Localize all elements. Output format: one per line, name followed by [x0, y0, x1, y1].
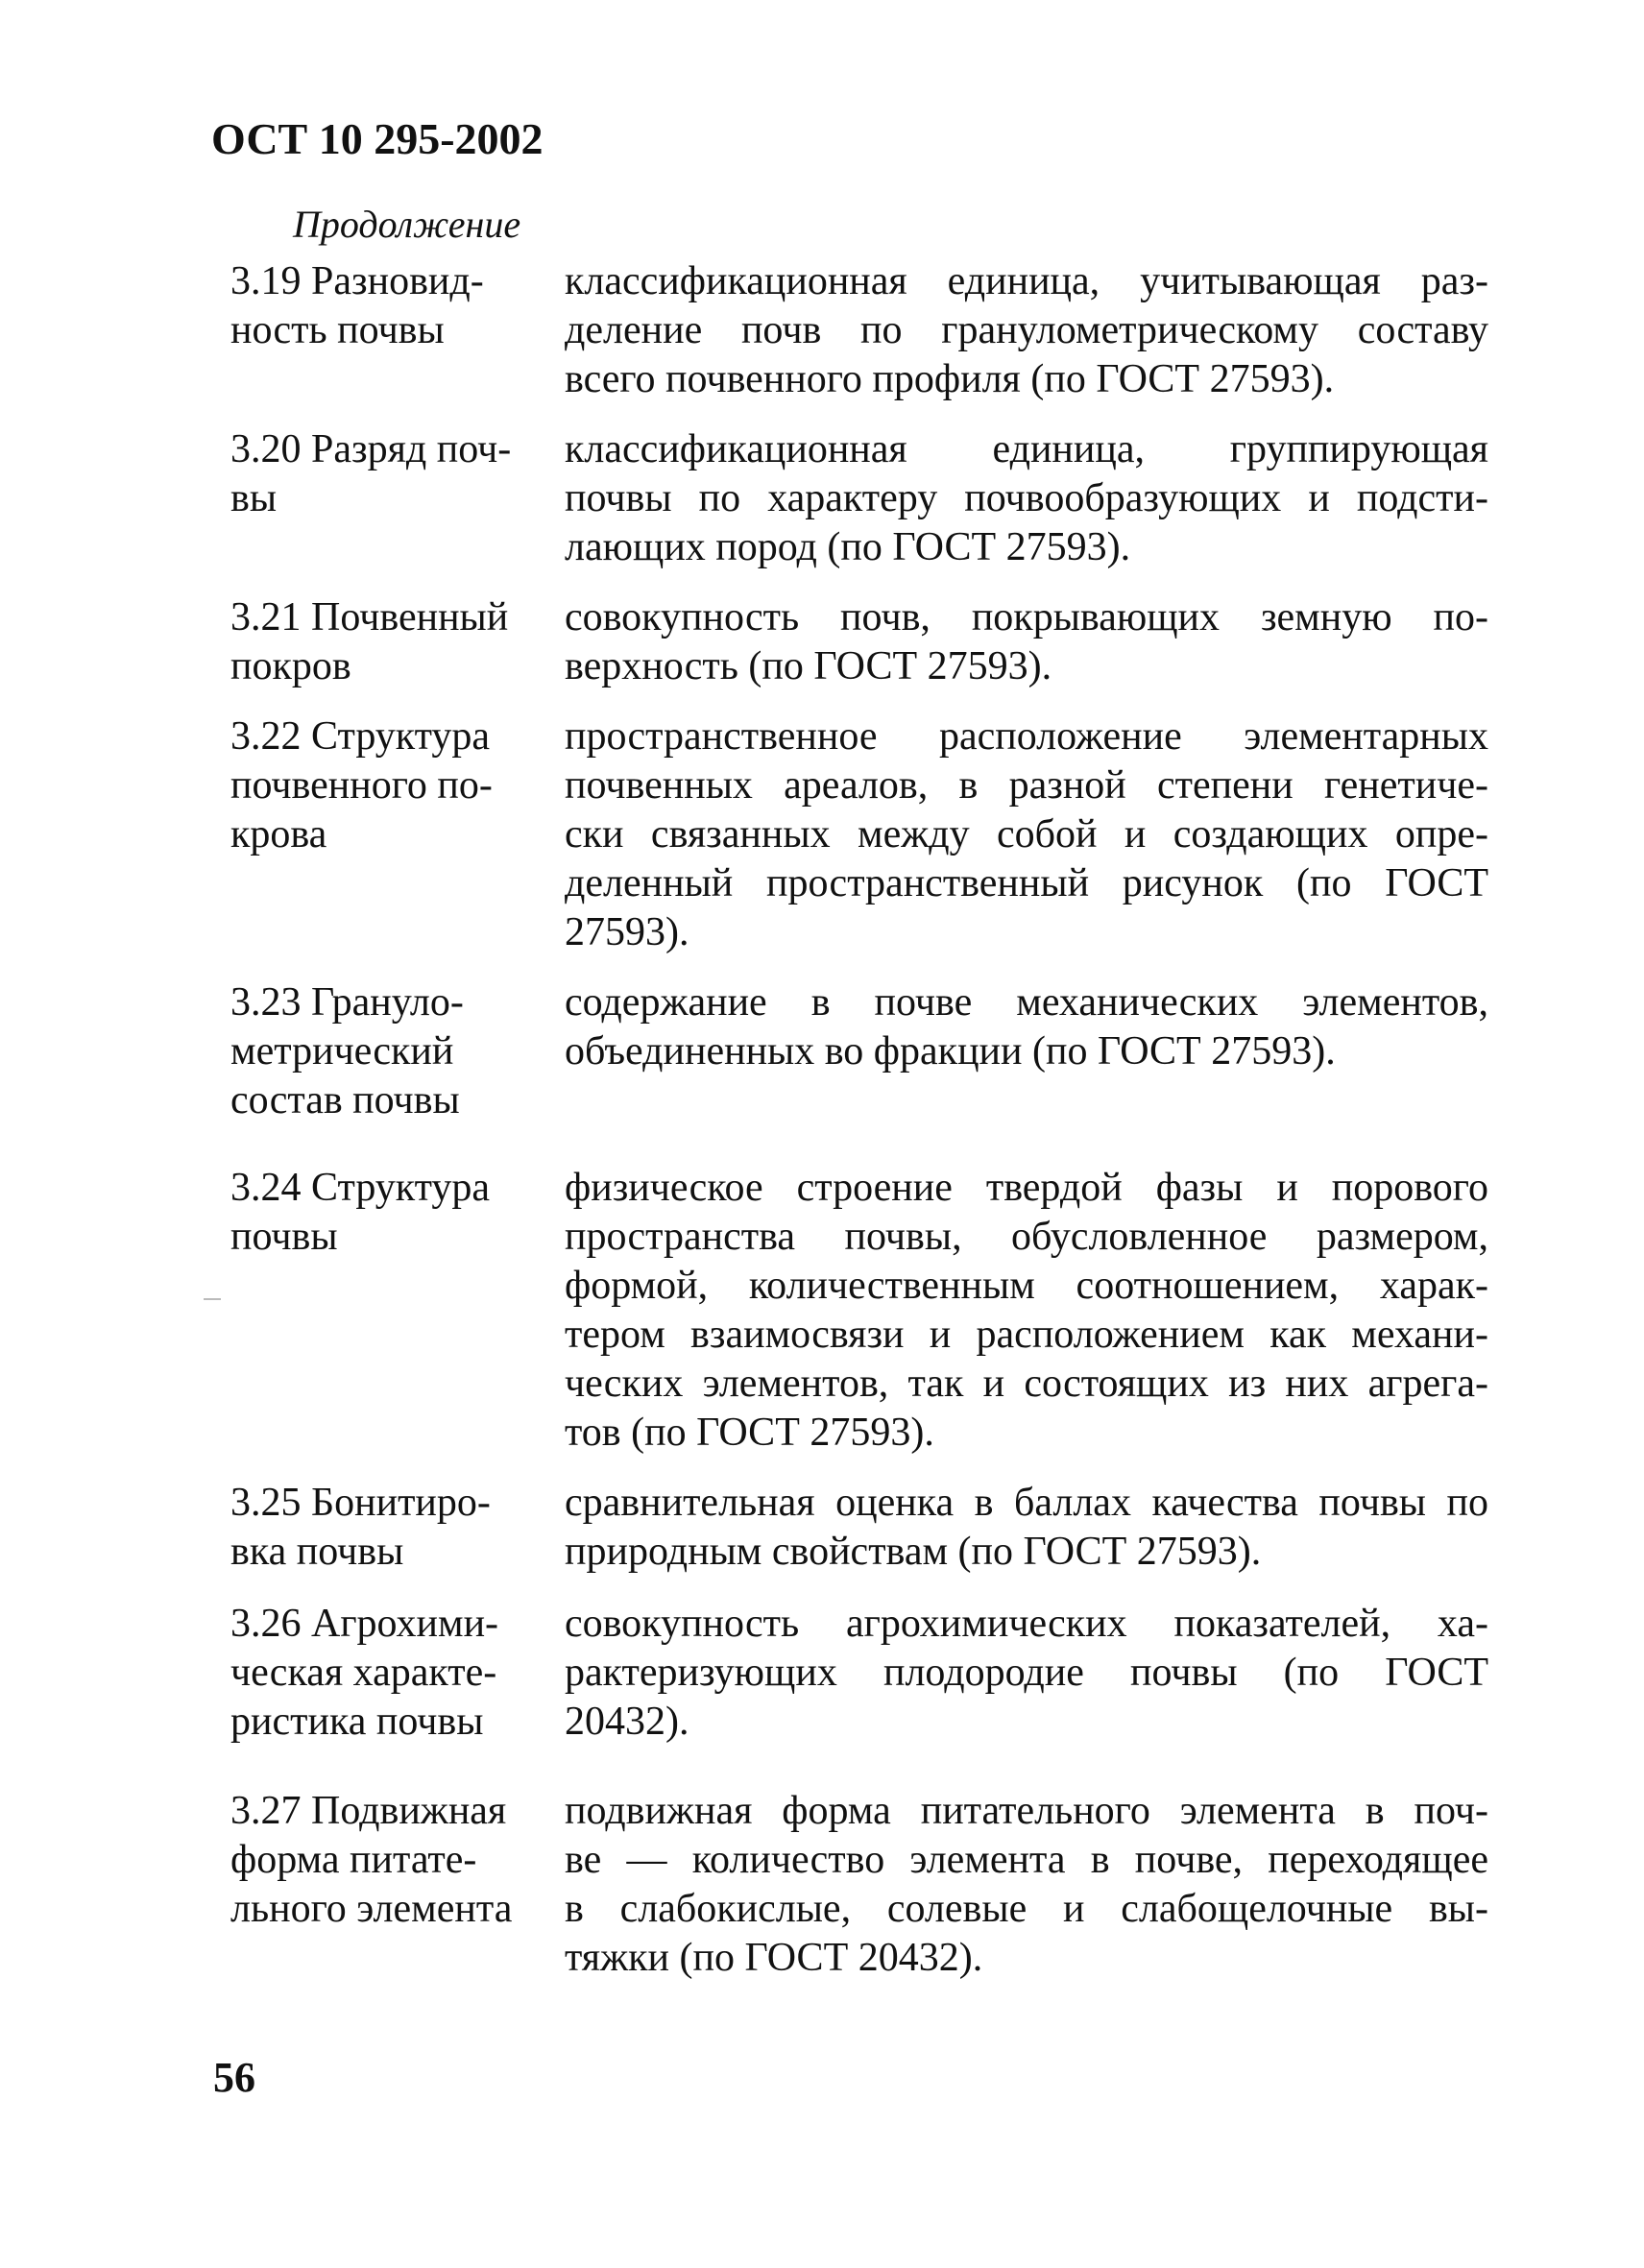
term-name — [230, 1600, 565, 1747]
term-entry — [230, 712, 1488, 957]
term-definition-line: содержание в почве механических элементов, — [565, 980, 1488, 1025]
term-name-line: 3.27 Подвижная — [230, 1789, 507, 1833]
term-name — [230, 1479, 565, 1577]
term-entry — [230, 425, 1488, 572]
term-name-line: ристика почвы — [230, 1700, 484, 1744]
term-definition-line: классификационная единица, группирующая — [565, 427, 1488, 471]
term-definition-line: совокупность агрохимических показателей, ха- — [565, 1602, 1488, 1646]
term-definition-line: 27593). — [565, 910, 689, 954]
term-name — [230, 425, 565, 523]
term-definition-line: пространства почвы, обусловленное размером, — [565, 1215, 1488, 1259]
term-definition-line: тером взаимосвязи и расположением как механи- — [565, 1313, 1488, 1357]
term-entry — [230, 1164, 1488, 1458]
term-name-line: ность почвы — [230, 308, 445, 352]
term-definition-line: верхность (по ГОСТ 27593). — [565, 644, 1052, 688]
term-definition — [565, 978, 1488, 1076]
term-definition-line: формой, количественным соотношением, харак- — [565, 1264, 1488, 1308]
term-definition-line: подвижная форма питательного элемента в поч- — [565, 1789, 1488, 1833]
term-definition-line: пространственное расположение элементарных — [565, 714, 1488, 759]
term-definition-line: классификационная единица, учитывающая раз- — [565, 259, 1488, 303]
term-name — [230, 593, 565, 691]
term-definition-line: деленный пространственный рисунок (по ГОСТ — [565, 861, 1488, 905]
term-entry — [230, 1600, 1488, 1747]
term-name-line: 3.19 Разновид- — [230, 259, 484, 303]
term-definition-line: тяжки (по ГОСТ 20432). — [565, 1936, 983, 1980]
term-definition-line: всего почвенного профиля (по ГОСТ 27593). — [565, 357, 1335, 401]
term-definition — [565, 1479, 1488, 1577]
term-name-line: 3.23 Грануло- — [230, 980, 464, 1025]
term-definition — [565, 593, 1488, 691]
term-definition-line: деление почв по гранулометрическому составу — [565, 308, 1488, 352]
term-name-line: покров — [230, 644, 351, 688]
term-name-line: метрический — [230, 1029, 454, 1074]
term-entry — [230, 593, 1488, 691]
term-entry — [230, 1479, 1488, 1577]
term-definition-line: тов (по ГОСТ 27593). — [565, 1411, 934, 1455]
term-name — [230, 1164, 565, 1262]
term-definition-line: объединенных во фракции (по ГОСТ 27593). — [565, 1029, 1336, 1074]
term-entry — [230, 257, 1488, 404]
term-definition — [565, 257, 1488, 404]
page-number: 56 — [213, 2054, 255, 2101]
term-definition — [565, 1164, 1488, 1458]
term-name-line: 3.24 Структура — [230, 1166, 491, 1210]
term-name-line: 3.22 Структура — [230, 714, 491, 759]
term-name-line: 3.20 Разряд поч- — [230, 427, 512, 471]
term-name-line: крова — [230, 812, 327, 857]
term-name-line: 3.21 Почвенный — [230, 595, 509, 639]
term-name — [230, 257, 565, 355]
term-definition-line: ческих элементов, так и состоящих из них агрега- — [565, 1362, 1488, 1406]
term-name-line: форма питате- — [230, 1838, 477, 1882]
term-name — [230, 978, 565, 1125]
term-definition-line: 20432). — [565, 1700, 689, 1744]
document-code: ОСТ 10 295-2002 — [211, 114, 544, 163]
term-definition-line: в слабокислые, солевые и слабощелочные вы- — [565, 1887, 1488, 1931]
term-definition-line: рактеризующих плодородие почвы (по ГОСТ — [565, 1651, 1488, 1695]
term-definition — [565, 425, 1488, 572]
term-definition — [565, 1600, 1488, 1747]
term-name-line: ческая характе- — [230, 1651, 497, 1695]
term-definition-line: физическое строение твердой фазы и порового — [565, 1166, 1488, 1210]
term-definition-line: совокупность почв, покрывающих земную по- — [565, 595, 1488, 639]
term-entry — [230, 978, 1488, 1125]
term-definition-line: ве — количество элемента в почве, переходящее — [565, 1838, 1488, 1882]
term-definition-line: ски связанных между собой и создающих опре- — [565, 812, 1488, 857]
term-name-line: льного элемента — [230, 1887, 513, 1931]
term-definition — [565, 1787, 1488, 1983]
term-definition-line: лающих пород (по ГОСТ 27593). — [565, 525, 1131, 569]
terms-list — [230, 257, 1488, 1983]
term-definition-line: сравнительная оценка в баллах качества почвы по — [565, 1481, 1488, 1525]
term-definition-line: почвы по характеру почвообразующих и подсти- — [565, 476, 1488, 520]
term-name — [230, 712, 565, 859]
continuation-label: Продолжение — [293, 203, 521, 246]
term-name-line: вка почвы — [230, 1530, 404, 1574]
term-definition-line: почвенных ареалов, в разной степени генетиче- — [565, 763, 1488, 808]
term-name-line: состав почвы — [230, 1078, 460, 1122]
term-entry — [230, 1787, 1488, 1983]
term-name-line: 3.26 Агрохими- — [230, 1602, 499, 1646]
term-definition-line: природным свойствам (по ГОСТ 27593). — [565, 1530, 1262, 1574]
term-name-line: 3.25 Бонитиро- — [230, 1481, 491, 1525]
term-name-line: вы — [230, 476, 278, 520]
term-name-line: почвы — [230, 1215, 338, 1259]
term-name-line: почвенного по- — [230, 763, 493, 808]
margin-mark — [204, 1298, 221, 1300]
term-name — [230, 1787, 565, 1934]
term-definition — [565, 712, 1488, 957]
